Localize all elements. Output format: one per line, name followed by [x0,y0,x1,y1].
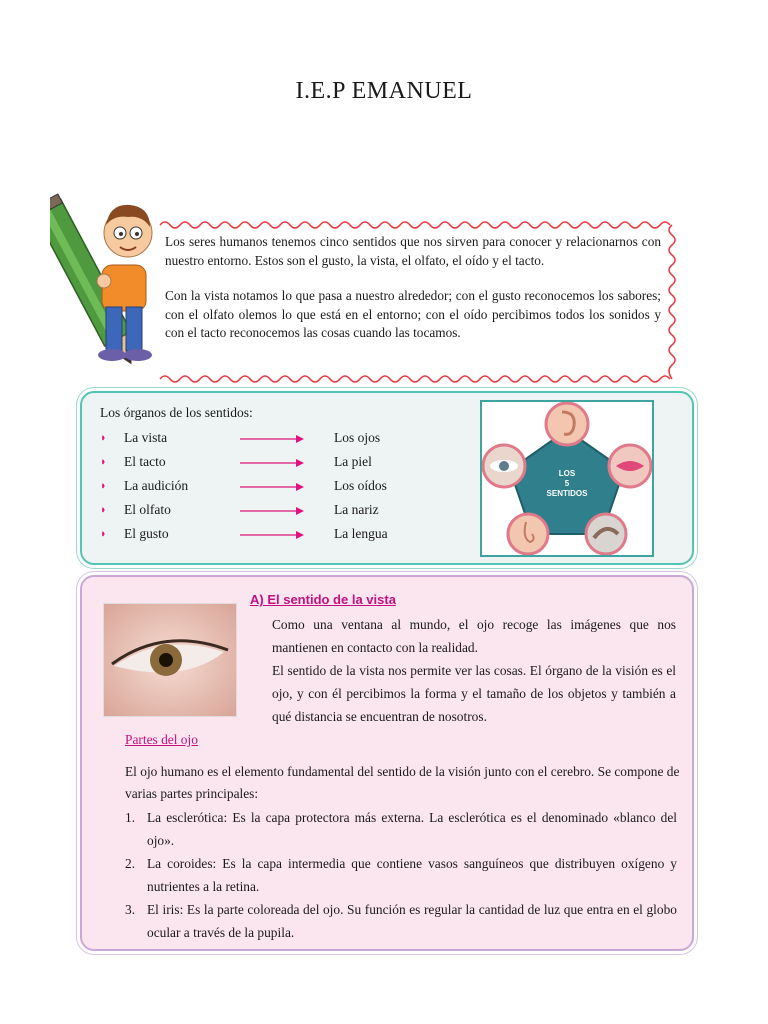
organ-name: La piel [334,454,372,469]
arrow-right-icon [240,457,304,469]
ear-icon [546,403,588,445]
organ-row [100,526,420,546]
arrow-right-icon [240,433,304,445]
vision-paragraph-1: Como una ventana al mundo, el ojo recoge las imágenes que nos mantienen en contacto con la realidad. [272,617,676,655]
arrow-right-icon [240,505,304,517]
senses-organs-box [80,391,694,565]
organ-row [100,502,420,522]
five-senses-image [480,400,654,557]
vision-sense-box [80,575,694,951]
eye-parts-heading: Partes del ojo [125,732,198,747]
list-item: 1. La esclerótica: Es la capa protectora más externa. La esclerótica es el denominado «blanco del ojo». [125,810,677,848]
sense-name: El tacto [124,454,166,469]
sense-name: La audición [124,478,189,493]
bullet-icon: ◗ [100,480,107,492]
organs-title: Los órganos de los sentidos: [100,405,253,420]
organ-name: Los ojos [334,430,381,445]
intro-text [165,233,661,360]
list-item: 2. La coroides: Es la capa intermedia que contiene vasos sanguíneos que distribuyen oxígeno y nutrientes a la retina. [125,856,677,894]
organ-name: La lengua [334,526,388,541]
arrow-right-icon [240,529,304,541]
organ-row [100,430,420,450]
list-item: 3. El iris: Es la parte coloreada del ojo. Su función es regular la cantidad de luz que entra en el globo ocular a través de la pupila. [125,902,677,940]
vision-paragraph-2: El sentido de la vista nos permite ver las cosas. El órgano de la visión es el ojo, y con él percibimos la forma y el tamaño de los objetos y también a qué distancia se encuentran de nosotros. [272,663,676,724]
eye-photo [103,603,237,717]
bullet-icon: ◗ [100,528,107,540]
eye-parts-list [125,806,677,944]
vision-description [272,613,676,728]
kid-with-pencil-illustration [50,185,165,375]
hand-icon [586,514,626,554]
sense-name: El olfato [124,502,171,517]
nose-icon [508,514,548,554]
page-title: I.E.P EMANUEL [295,78,473,104]
senses-label-line-1: LOS [558,469,576,478]
arrow-right-icon [240,481,304,493]
senses-label-line-3: SENTIDOS [546,489,588,498]
organ-name: La nariz [334,502,379,517]
bullet-icon: ◗ [100,456,107,468]
organ-row [100,478,420,498]
vision-heading: A) El sentido de la vista [250,592,396,607]
sense-name: La vista [124,430,168,445]
bullet-icon: ◗ [100,504,107,516]
organ-name: Los oídos [334,478,387,493]
eye-parts-intro: El ojo humano es el elemento fundamental del sentido de la visión junto con el cerebro. Se compone de varias partes principales: [125,764,680,801]
intro-paragraph-1: Los seres humanos tenemos cinco sentidos que nos sirven para conocer y relacionarnos con nuestro entorno. Estos son el gusto, la vista, el olfato, el oído y el tacto. [165,234,661,268]
senses-label-line-2: 5 [564,479,570,488]
intro-box [155,215,678,387]
bullet-icon: ◗ [100,432,107,444]
organ-row [100,454,420,474]
intro-paragraph-2: Con la vista notamos lo que pasa a nuestro alrededor; con el gusto reconocemos los sabores; con el olfato olemos lo que está en el entorno; con el oído percibimos todos los sonidos y con el tacto reconocemos las cosas cuando las tocamos. [165,288,661,340]
sense-name: El gusto [124,526,169,541]
